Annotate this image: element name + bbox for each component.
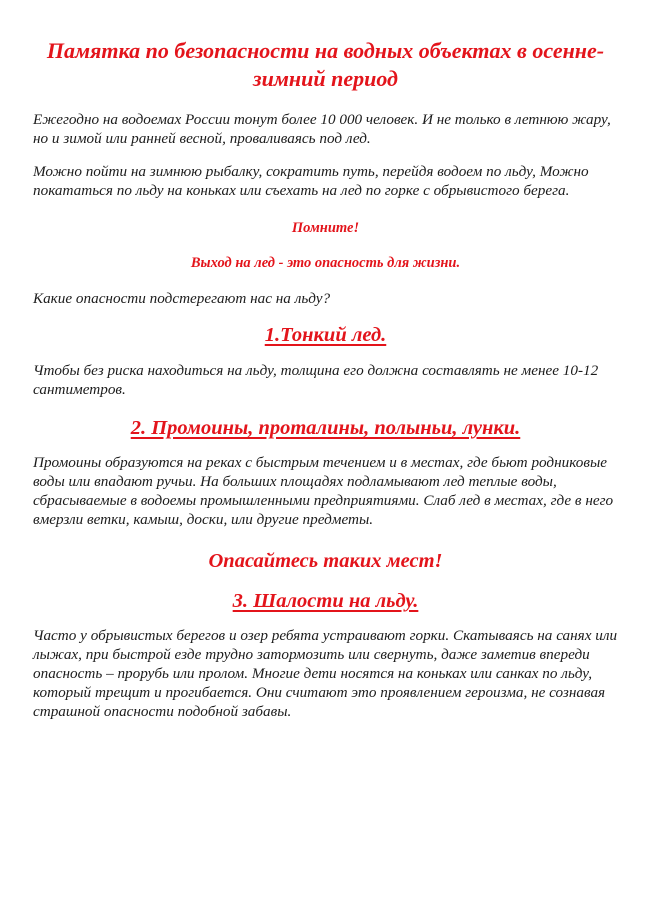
question-line: Какие опасности подстерегают нас на льду? [33,290,331,307]
section-heading-pranks: 3. Шалости на льду. [232,590,419,612]
section-text-pranks: Часто у обрывистых берегов и озер ребята устраивают горки. Скатываясь на санях или лыжах, при быстрой езде трудно затормозить или свернуть, даже заметив впереди опасность – прорубь или пролом. Многие дети носятся на коньках или санках по льду, который трещит и прогибается. Они считают это проявлением героизма, не сознавая страшной опасности подобной забавы. [33,627,618,720]
remember-callout: Помните! [291,220,360,236]
section-heading-ice-holes: 2. Промоины, проталины, полыньи, лунки. [130,417,521,439]
activities-paragraph: Можно пойти на зимнюю рыбалку, сократить путь, перейдя водоем по льду, Можно покататься по льду на коньках или съехать на лед по горке с обрывистого берега. [33,163,589,199]
danger-statement: Выход на лед - это опасность для жизни. [190,255,461,271]
warning-heading: Опасайтесь таких мест! [208,550,443,572]
section-text-ice-holes: Промоины образуются на реках с быстрым течением и в местах, где бьют родниковые воды или впадают ручьи. На больших площадях подламывают лед теплые воды, сбрасываемые в водоемы промышленными предприятиями. Слаб лед в местах, где в него вмерзли ветки, камыш, доски, или другие предметы. [33,454,614,528]
section-heading-thin-ice: 1.Тонкий лед. [264,324,387,346]
intro-paragraph: Ежегодно на водоемах России тонут более 10 000 человек. И не только в летнюю жару, но и зимой или ранней весной, проваливаясь под лед. [33,111,611,147]
document-title: Памятка по безопасности на водных объектах в осенне-зимний период [46,38,605,91]
section-text-thin-ice: Чтобы без риска находиться на льду, толщина его должна составлять не менее 10-12 сантиметров. [33,362,599,398]
